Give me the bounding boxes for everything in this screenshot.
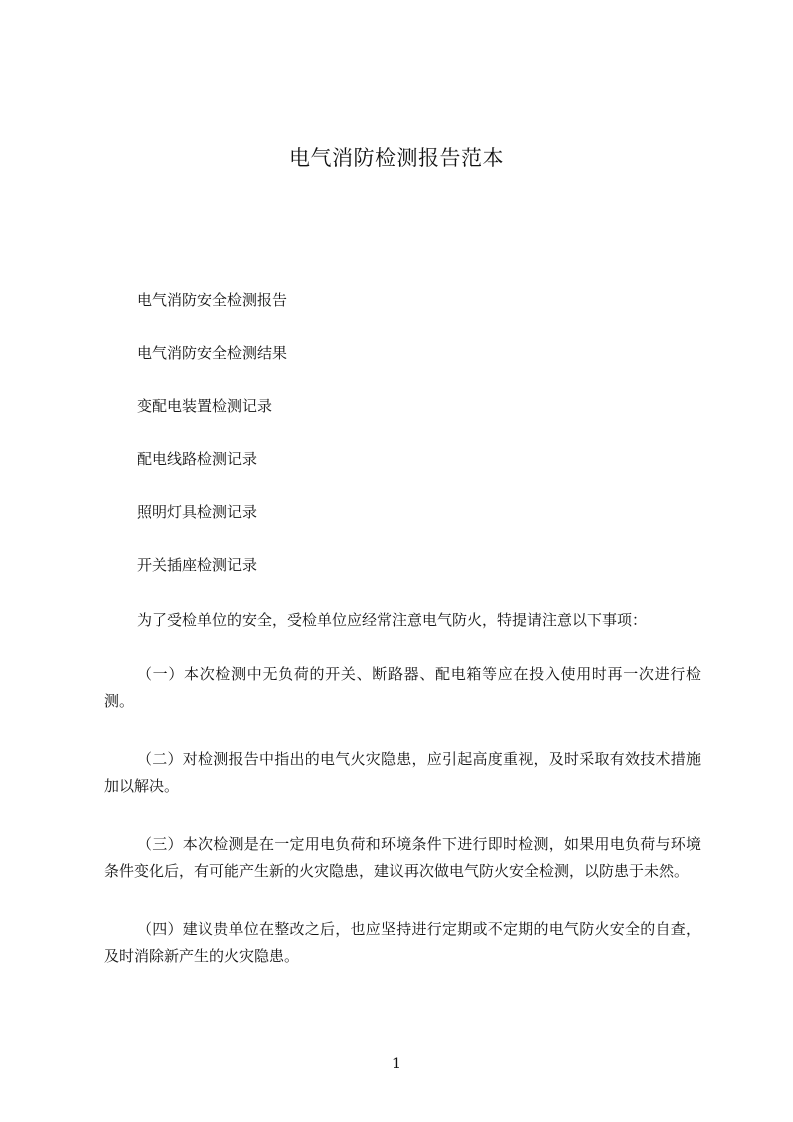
- intro-paragraph: 为了受检单位的安全，受检单位应经常注意电气防火，特提请注意以下事项：: [137, 611, 648, 629]
- notice-item-2: （二）对检测报告中指出的电气火灾隐患，应引起高度重视，及时采取有效技术措施加以解决。: [104, 750, 701, 795]
- notice-item-4: （四）建议贵单位在整改之后，也应坚持进行定期或不定期的电气防火安全的自查，及时消除新产生的火灾隐患。: [104, 920, 701, 965]
- report-section-list: [137, 289, 287, 607]
- document-title: 电气消防检测报告范本: [289, 146, 504, 170]
- notice-item-1: （一）本次检测中无负荷的开关、断路器、配电箱等应在投入使用时再一次进行检测。: [104, 665, 701, 710]
- notice-list: [104, 661, 701, 1001]
- section-item: 开关插座检测记录: [137, 556, 258, 574]
- section-item: 照明灯具检测记录: [137, 503, 258, 521]
- notice-item-3: （三）本次检测是在一定用电负荷和环境条件下进行即时检测，如果用电负荷与环境条件变化后，有可能产生新的火灾隐患，建议再次做电气防火安全检测，以防患于未然。: [104, 835, 701, 880]
- page-number: 1: [392, 1056, 401, 1072]
- section-item: 变配电装置检测记录: [137, 397, 273, 415]
- section-item: 配电线路检测记录: [137, 450, 258, 468]
- section-item: 电气消防安全检测结果: [137, 344, 288, 362]
- section-item: 电气消防安全检测报告: [137, 291, 288, 309]
